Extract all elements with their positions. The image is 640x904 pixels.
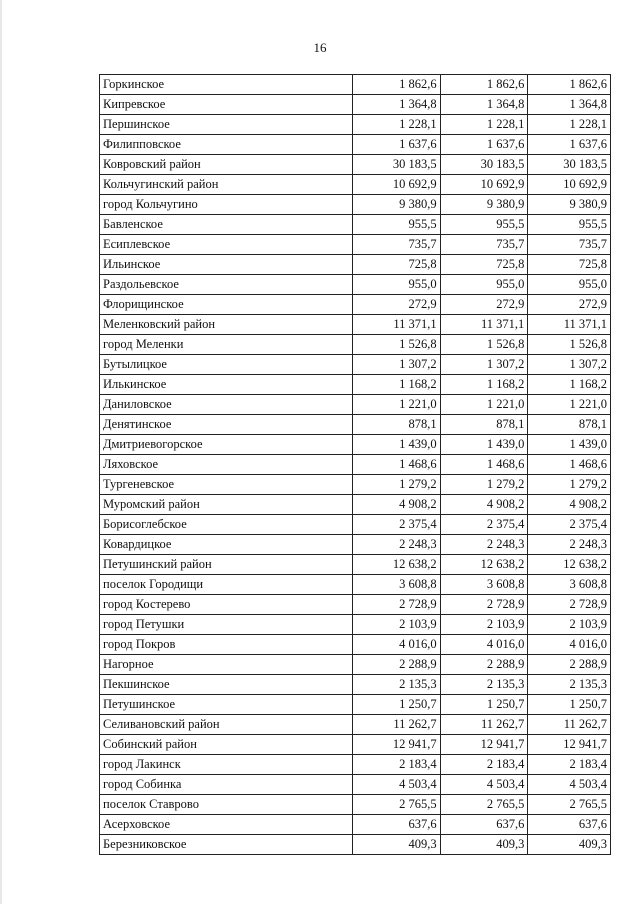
row-value-1-cell: 878,1 xyxy=(352,415,440,435)
row-value-2-cell: 1 228,1 xyxy=(440,115,528,135)
row-value-2-cell: 272,9 xyxy=(440,295,528,315)
row-value-3-cell: 4 908,2 xyxy=(528,495,611,515)
row-value-2-cell: 1 221,0 xyxy=(440,395,528,415)
table-row xyxy=(100,235,611,255)
row-value-1-cell: 4 908,2 xyxy=(352,495,440,515)
row-value-1-cell: 4 503,4 xyxy=(352,775,440,795)
row-name-cell: Меленковский район xyxy=(100,315,353,335)
row-name-cell: Илькинское xyxy=(100,375,353,395)
row-value-2-cell: 2 135,3 xyxy=(440,675,528,695)
row-name-cell: поселок Городищи xyxy=(100,575,353,595)
row-name-cell: Горкинское xyxy=(100,75,353,95)
row-value-1-cell: 12 941,7 xyxy=(352,735,440,755)
row-value-3-cell: 11 262,7 xyxy=(528,715,611,735)
row-value-3-cell: 30 183,5 xyxy=(528,155,611,175)
row-name-cell: Петушинский район xyxy=(100,555,353,575)
table-row xyxy=(100,415,611,435)
row-name-cell: город Костерево xyxy=(100,595,353,615)
row-value-1-cell: 955,5 xyxy=(352,215,440,235)
table-row xyxy=(100,595,611,615)
row-value-3-cell: 272,9 xyxy=(528,295,611,315)
row-value-1-cell: 2 183,4 xyxy=(352,755,440,775)
row-value-1-cell: 30 183,5 xyxy=(352,155,440,175)
row-value-2-cell: 3 608,8 xyxy=(440,575,528,595)
row-name-cell: поселок Ставрово xyxy=(100,795,353,815)
table-row xyxy=(100,175,611,195)
table-row xyxy=(100,215,611,235)
row-value-2-cell: 1 439,0 xyxy=(440,435,528,455)
row-name-cell: Першинское xyxy=(100,115,353,135)
row-name-cell: Петушинское xyxy=(100,695,353,715)
row-name-cell: город Собинка xyxy=(100,775,353,795)
row-value-2-cell: 1 637,6 xyxy=(440,135,528,155)
row-name-cell: Селивановский район xyxy=(100,715,353,735)
row-value-2-cell: 2 728,9 xyxy=(440,595,528,615)
row-name-cell: город Лакинск xyxy=(100,755,353,775)
table-row xyxy=(100,255,611,275)
page-number: 16 xyxy=(313,40,327,55)
row-value-2-cell: 12 638,2 xyxy=(440,555,528,575)
row-value-3-cell: 4 016,0 xyxy=(528,635,611,655)
table-row xyxy=(100,575,611,595)
table-row xyxy=(100,375,611,395)
row-value-3-cell: 1 221,0 xyxy=(528,395,611,415)
row-value-2-cell: 2 183,4 xyxy=(440,755,528,775)
row-value-1-cell: 1 526,8 xyxy=(352,335,440,355)
row-value-3-cell: 878,1 xyxy=(528,415,611,435)
row-value-1-cell: 11 371,1 xyxy=(352,315,440,335)
row-value-2-cell: 955,0 xyxy=(440,275,528,295)
row-name-cell: город Кольчугино xyxy=(100,195,353,215)
row-value-1-cell: 2 103,9 xyxy=(352,615,440,635)
table-row xyxy=(100,555,611,575)
row-name-cell: Бавленское xyxy=(100,215,353,235)
table-row xyxy=(100,95,611,115)
table-row xyxy=(100,775,611,795)
row-value-1-cell: 2 248,3 xyxy=(352,535,440,555)
row-name-cell: Денятинское xyxy=(100,415,353,435)
row-value-3-cell: 1 279,2 xyxy=(528,475,611,495)
row-value-3-cell: 955,5 xyxy=(528,215,611,235)
row-value-1-cell: 637,6 xyxy=(352,815,440,835)
row-value-1-cell: 272,9 xyxy=(352,295,440,315)
row-value-1-cell: 409,3 xyxy=(352,835,440,855)
row-value-1-cell: 2 135,3 xyxy=(352,675,440,695)
row-value-1-cell: 1 468,6 xyxy=(352,455,440,475)
row-name-cell: Дмитриевогорское xyxy=(100,435,353,455)
row-value-1-cell: 2 728,9 xyxy=(352,595,440,615)
row-value-3-cell: 2 765,5 xyxy=(528,795,611,815)
row-value-3-cell: 2 135,3 xyxy=(528,675,611,695)
row-value-3-cell: 2 248,3 xyxy=(528,535,611,555)
row-value-3-cell: 2 103,9 xyxy=(528,615,611,635)
row-name-cell: Тургеневское xyxy=(100,475,353,495)
row-value-1-cell: 1 279,2 xyxy=(352,475,440,495)
row-value-1-cell: 3 608,8 xyxy=(352,575,440,595)
row-value-2-cell: 4 908,2 xyxy=(440,495,528,515)
table-row xyxy=(100,455,611,475)
row-value-3-cell: 1 168,2 xyxy=(528,375,611,395)
row-value-1-cell: 1 307,2 xyxy=(352,355,440,375)
table-row xyxy=(100,835,611,855)
row-value-1-cell: 2 288,9 xyxy=(352,655,440,675)
table-row xyxy=(100,395,611,415)
row-value-2-cell: 2 103,9 xyxy=(440,615,528,635)
row-value-1-cell: 1 862,6 xyxy=(352,75,440,95)
row-name-cell: Березниковское xyxy=(100,835,353,855)
scan-edge xyxy=(0,0,2,904)
row-value-2-cell: 4 503,4 xyxy=(440,775,528,795)
row-value-2-cell: 1 250,7 xyxy=(440,695,528,715)
row-value-1-cell: 1 221,0 xyxy=(352,395,440,415)
row-value-3-cell: 12 638,2 xyxy=(528,555,611,575)
row-value-2-cell: 1 307,2 xyxy=(440,355,528,375)
row-name-cell: Пекшинское xyxy=(100,675,353,695)
row-value-2-cell: 1 468,6 xyxy=(440,455,528,475)
row-value-3-cell: 1 526,8 xyxy=(528,335,611,355)
table-row xyxy=(100,295,611,315)
row-value-3-cell: 637,6 xyxy=(528,815,611,835)
budget-table xyxy=(99,74,611,855)
row-name-cell: Нагорное xyxy=(100,655,353,675)
row-value-3-cell: 2 728,9 xyxy=(528,595,611,615)
row-value-3-cell: 735,7 xyxy=(528,235,611,255)
row-name-cell: город Покров xyxy=(100,635,353,655)
row-name-cell: Ковардицкое xyxy=(100,535,353,555)
row-value-3-cell: 4 503,4 xyxy=(528,775,611,795)
row-value-1-cell: 4 016,0 xyxy=(352,635,440,655)
row-value-3-cell: 9 380,9 xyxy=(528,195,611,215)
budget-table-body xyxy=(100,75,611,855)
row-name-cell: город Меленки xyxy=(100,335,353,355)
row-value-1-cell: 10 692,9 xyxy=(352,175,440,195)
row-value-3-cell: 10 692,9 xyxy=(528,175,611,195)
table-row xyxy=(100,475,611,495)
table-row xyxy=(100,755,611,775)
row-name-cell: Ляховское xyxy=(100,455,353,475)
row-value-1-cell: 2 765,5 xyxy=(352,795,440,815)
row-value-3-cell: 2 288,9 xyxy=(528,655,611,675)
row-value-1-cell: 955,0 xyxy=(352,275,440,295)
table-row xyxy=(100,275,611,295)
row-name-cell: Филипповское xyxy=(100,135,353,155)
table-row xyxy=(100,695,611,715)
row-value-2-cell: 11 371,1 xyxy=(440,315,528,335)
row-value-3-cell: 1 468,6 xyxy=(528,455,611,475)
table-row xyxy=(100,495,611,515)
table-row xyxy=(100,635,611,655)
table-row xyxy=(100,815,611,835)
row-value-3-cell: 1 307,2 xyxy=(528,355,611,375)
row-value-3-cell: 1 228,1 xyxy=(528,115,611,135)
row-value-2-cell: 11 262,7 xyxy=(440,715,528,735)
row-name-cell: Собинский район xyxy=(100,735,353,755)
table-row xyxy=(100,75,611,95)
table-row xyxy=(100,795,611,815)
row-value-3-cell: 11 371,1 xyxy=(528,315,611,335)
row-value-2-cell: 9 380,9 xyxy=(440,195,528,215)
row-value-3-cell: 955,0 xyxy=(528,275,611,295)
row-value-1-cell: 735,7 xyxy=(352,235,440,255)
row-value-1-cell: 11 262,7 xyxy=(352,715,440,735)
table-row xyxy=(100,195,611,215)
row-value-1-cell: 1 250,7 xyxy=(352,695,440,715)
row-name-cell: Муромский район xyxy=(100,495,353,515)
table-row xyxy=(100,315,611,335)
row-value-2-cell: 2 765,5 xyxy=(440,795,528,815)
row-value-3-cell: 1 364,8 xyxy=(528,95,611,115)
row-value-3-cell: 1 862,6 xyxy=(528,75,611,95)
row-value-1-cell: 1 637,6 xyxy=(352,135,440,155)
row-name-cell: Борисоглебское xyxy=(100,515,353,535)
table-row xyxy=(100,615,611,635)
row-name-cell: Флорищинское xyxy=(100,295,353,315)
row-name-cell: Раздольевское xyxy=(100,275,353,295)
table-row xyxy=(100,515,611,535)
table-row xyxy=(100,155,611,175)
table-row xyxy=(100,135,611,155)
row-value-2-cell: 2 288,9 xyxy=(440,655,528,675)
row-value-3-cell: 12 941,7 xyxy=(528,735,611,755)
row-name-cell: город Петушки xyxy=(100,615,353,635)
table-row xyxy=(100,715,611,735)
row-value-2-cell: 1 364,8 xyxy=(440,95,528,115)
row-name-cell: Есиплевское xyxy=(100,235,353,255)
row-value-2-cell: 1 279,2 xyxy=(440,475,528,495)
row-name-cell: Кольчугинский район xyxy=(100,175,353,195)
table-row xyxy=(100,535,611,555)
row-name-cell: Ковровский район xyxy=(100,155,353,175)
row-value-3-cell: 1 439,0 xyxy=(528,435,611,455)
row-value-1-cell: 1 439,0 xyxy=(352,435,440,455)
row-value-2-cell: 2 248,3 xyxy=(440,535,528,555)
row-name-cell: Кипревское xyxy=(100,95,353,115)
table-row xyxy=(100,735,611,755)
table-row xyxy=(100,435,611,455)
row-value-2-cell: 1 526,8 xyxy=(440,335,528,355)
row-value-2-cell: 10 692,9 xyxy=(440,175,528,195)
row-value-1-cell: 725,8 xyxy=(352,255,440,275)
table-row xyxy=(100,115,611,135)
row-value-1-cell: 1 364,8 xyxy=(352,95,440,115)
row-value-2-cell: 637,6 xyxy=(440,815,528,835)
row-value-2-cell: 955,5 xyxy=(440,215,528,235)
row-value-2-cell: 30 183,5 xyxy=(440,155,528,175)
row-value-1-cell: 12 638,2 xyxy=(352,555,440,575)
row-name-cell: Даниловское xyxy=(100,395,353,415)
row-value-3-cell: 3 608,8 xyxy=(528,575,611,595)
row-name-cell: Бутылицкое xyxy=(100,355,353,375)
row-value-3-cell: 1 637,6 xyxy=(528,135,611,155)
row-value-1-cell: 1 228,1 xyxy=(352,115,440,135)
row-value-2-cell: 725,8 xyxy=(440,255,528,275)
row-value-2-cell: 1 168,2 xyxy=(440,375,528,395)
row-value-2-cell: 735,7 xyxy=(440,235,528,255)
row-value-3-cell: 1 250,7 xyxy=(528,695,611,715)
row-name-cell: Ильинское xyxy=(100,255,353,275)
row-value-2-cell: 2 375,4 xyxy=(440,515,528,535)
table-row xyxy=(100,355,611,375)
row-name-cell: Асерховское xyxy=(100,815,353,835)
row-value-1-cell: 1 168,2 xyxy=(352,375,440,395)
table-row xyxy=(100,675,611,695)
row-value-3-cell: 725,8 xyxy=(528,255,611,275)
row-value-2-cell: 12 941,7 xyxy=(440,735,528,755)
row-value-2-cell: 1 862,6 xyxy=(440,75,528,95)
row-value-3-cell: 2 375,4 xyxy=(528,515,611,535)
row-value-2-cell: 409,3 xyxy=(440,835,528,855)
table-row xyxy=(100,655,611,675)
table-row xyxy=(100,335,611,355)
row-value-2-cell: 4 016,0 xyxy=(440,635,528,655)
row-value-1-cell: 9 380,9 xyxy=(352,195,440,215)
row-value-3-cell: 2 183,4 xyxy=(528,755,611,775)
row-value-2-cell: 878,1 xyxy=(440,415,528,435)
row-value-1-cell: 2 375,4 xyxy=(352,515,440,535)
row-value-3-cell: 409,3 xyxy=(528,835,611,855)
